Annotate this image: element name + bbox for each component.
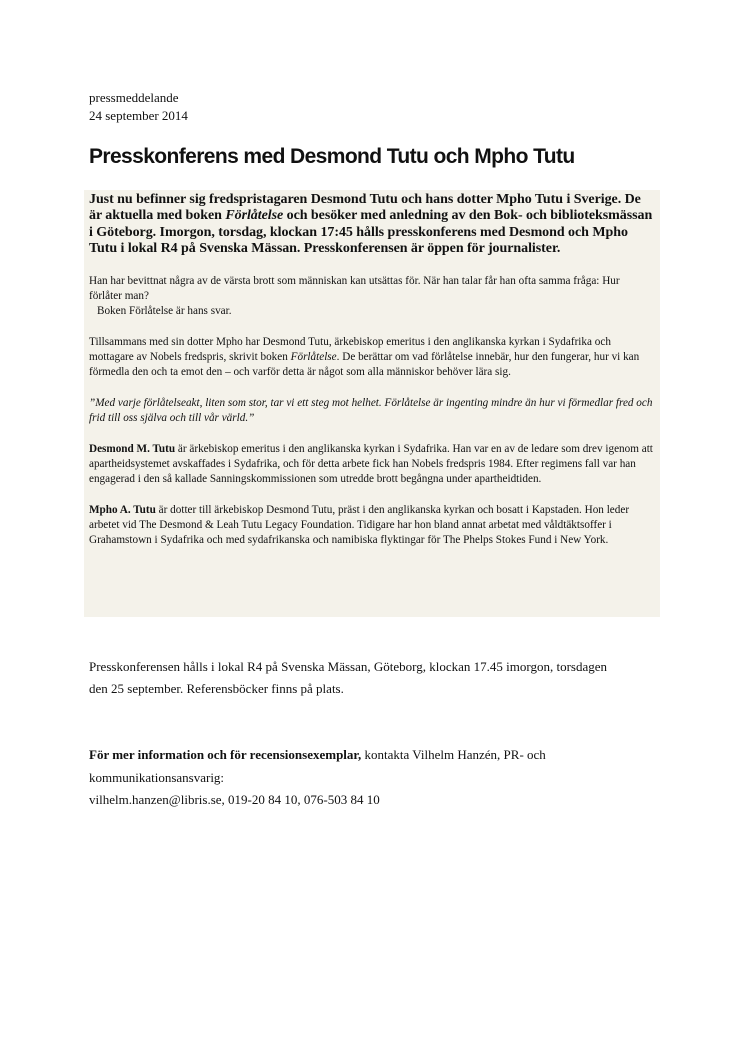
book-paragraph [89,335,655,380]
lead-paragraph [89,192,655,257]
lead-book-title: Förlåtelse [225,208,284,224]
bio-mpho [89,503,655,548]
intro-line-1: Han har bevittnat några av de värsta brott som människan kan utsättas för. När han talar får han ofta samma fråga: Hur förlåter man? [89,275,620,303]
bio-mpho-name: Mpho A. Tutu [89,504,156,517]
intro-paragraph [89,274,655,319]
intro-line-2: Boken Förlåtelse är hans svar. [97,305,232,318]
contact-label: För mer information och för recensionsexemplar, [89,747,362,762]
lead-text-part1: Just nu befinner sig fredspristagaren Desmond Tutu och hans dotter Mpho Tutu i Sverige. De är aktuella med boken [89,192,641,224]
document-type: pressmeddelande [89,90,179,105]
bio-desmond-text: är ärkebiskop emeritus i den anglikanska kyrkan i Sydafrika. Han var en av de ledare som drev igenom att apartheidsystemet avskaffades i Sydafrika, och för detta arbete fick han Nobels fredspris 1984. Efter regimens fall var han engagerad i den så kallade Sanningskommissionen som utredde brott begångna under apartheidtiden. [89,443,653,486]
bio-mpho-text: är dotter till ärkebiskop Desmond Tutu, präst i den anglikanska kyrkan och bosatt i Kapstaden. Hon leder arbetet vid The Desmond & Leah Tutu Legacy Foundation. Tidigare har hon bland annat arbetat med våldtäktsoffer i Grahamstown i Sydafrika och med sydafrikanska och namibiska flyktingar för The Phelps Stokes Fund i New York. [89,504,630,547]
body-content [89,192,655,548]
press-release-body-box [84,190,660,617]
book-text-part2: . De berättar om vad förlåtelse innebär, hur den fungerar, hur vi kan förmedla den och ta emot den – och varför detta är något som alla människor behöver lära sig. [89,351,640,379]
document-date: 24 september 2014 [89,108,188,123]
book-text-part1: Tillsammans med sin dotter Mpho har Desmond Tutu, ärkebiskop emeritus i den anglikanska kyrkan i Sydafrika och mottagare av Nobels fredspris, skrivit boken [89,336,611,364]
contact-text: kontakta Vilhelm Hanzén, PR- och kommunikationsansvarig: [89,747,546,785]
press-conference-info: Presskonferensen hålls i lokal R4 på Svenska Mässan, Göteborg, klockan 17.45 imorgon, torsdagen den 25 september. Referensböcker finns på plats. [89,659,607,696]
quote-paragraph: ”Med varje förlåtelseakt, liten som stor, tar vi ett steg mot helhet. Förlåtelse är ingenting mindre än hur vi förmedlar fred och frid till oss själva och till vår värld.” [89,397,653,425]
contact-section [89,744,629,812]
bio-desmond-name: Desmond M. Tutu [89,443,176,456]
bio-desmond [89,442,655,487]
lead-text-part2: och besöker med anledning av den Bok- och biblioteksmässan i Göteborg. Imorgon, torsdag, klockan 17:45 hålls presskonferens med Desmond och Mpho Tutu i lokal R4 på Svenska Mässan. Presskonferensen är öppen för journalister. [89,208,653,256]
book-title-inline: Förlåtelse [290,351,337,364]
page-title: Presskonferens med Desmond Tutu och Mpho Tutu [89,145,575,168]
contact-details[interactable]: vilhelm.hanzen@libris.se, 019-20 84 10, 076-503 84 10 [89,792,380,807]
